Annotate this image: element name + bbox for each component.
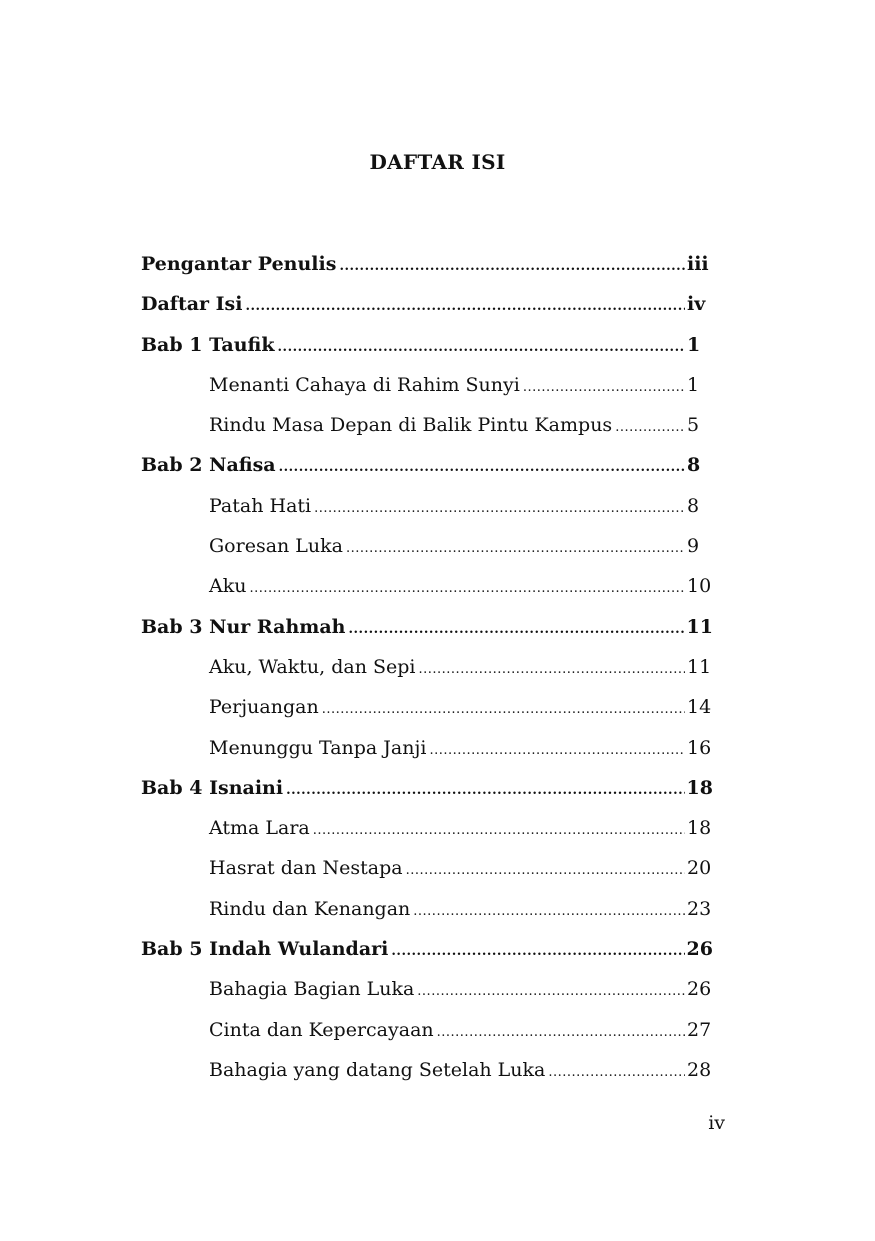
toc-entry <box>141 445 713 485</box>
toc-entry <box>141 728 713 768</box>
toc-entry-title: Cinta dan Kepercayaan <box>209 1018 434 1041</box>
dot-leader <box>346 529 685 569</box>
toc-entry-page: 11 <box>686 615 713 638</box>
dot-leader <box>417 972 685 1012</box>
dot-leader <box>313 811 685 851</box>
toc-entry <box>141 325 713 365</box>
toc-entry-title: Rindu Masa Depan di Balik Pintu Kampus <box>209 414 613 437</box>
toc-entry <box>141 244 713 284</box>
dot-leader <box>286 771 684 811</box>
toc-entry-page: 11 <box>687 655 712 678</box>
dot-leader <box>314 489 685 529</box>
toc-entry-title: Bab 4 Isnaini <box>141 776 284 799</box>
dot-leader <box>322 690 685 730</box>
toc-entry-title: Bahagia yang datang Setelah Luka <box>209 1058 546 1081</box>
toc-entry-page: 16 <box>687 736 712 759</box>
toc-entry-title: Patah Hati <box>209 494 312 517</box>
toc-entry-page: 14 <box>687 696 712 719</box>
dot-leader <box>615 408 685 448</box>
toc-entry <box>141 486 713 526</box>
toc-entry-title: Perjuangan <box>209 696 319 719</box>
toc-entry-title: Rindu dan Kenangan <box>209 897 411 920</box>
dot-leader <box>419 650 686 690</box>
toc-entry-title: Aku, Waktu, dan Sepi <box>209 655 416 678</box>
toc-entry <box>141 687 713 727</box>
toc-entry-page: 27 <box>687 1018 712 1041</box>
toc-entry-page: 8 <box>687 454 701 477</box>
toc-entry-page: 26 <box>686 938 713 961</box>
toc-entry <box>141 647 713 687</box>
toc-entry-page: iv <box>687 293 706 316</box>
toc-entry <box>141 969 713 1009</box>
toc-entry-page: 26 <box>687 978 712 1001</box>
page-title: DAFTAR ISI <box>369 150 506 174</box>
toc-entry-title: Bahagia Bagian Luka <box>209 978 415 1001</box>
toc-entry <box>141 365 713 405</box>
dot-leader <box>548 1053 685 1093</box>
toc-entry <box>141 405 713 445</box>
toc-entry-page: 5 <box>687 414 700 437</box>
toc-entry-page: 20 <box>687 857 712 880</box>
toc-entry <box>141 607 713 647</box>
dot-leader <box>406 851 685 891</box>
toc-entry-page: 1 <box>687 333 701 356</box>
toc-entry-title: Pengantar Penulis <box>141 253 337 275</box>
toc-entry-page: 23 <box>687 897 712 920</box>
toc-entry-title: Menunggu Tanpa Janji <box>209 736 427 759</box>
toc-entry-page: 9 <box>687 535 700 558</box>
toc-entry <box>141 768 713 808</box>
dot-leader <box>249 569 685 609</box>
toc-entry-title: Menanti Cahaya di Rahim Sunyi <box>209 373 520 396</box>
toc-entry <box>141 929 713 969</box>
toc-entry-page: 18 <box>686 776 713 799</box>
toc-entry-title: Bab 5 Indah Wulandari <box>141 938 389 961</box>
toc-entry-title: Hasrat dan Nestapa <box>209 857 403 880</box>
dot-leader <box>349 610 685 650</box>
page-number: iv <box>708 1112 725 1134</box>
toc-entry-page: 18 <box>687 817 712 840</box>
toc-entry <box>141 848 713 888</box>
dot-leader <box>429 731 685 771</box>
table-of-contents <box>141 244 713 1090</box>
toc-entry <box>141 526 713 566</box>
toc-entry-page: 28 <box>687 1058 712 1081</box>
dot-leader <box>413 892 685 932</box>
toc-entry-title: Goresan Luka <box>209 535 343 558</box>
dot-leader <box>279 448 685 488</box>
toc-entry-title: Bab 1 Taufik <box>141 333 275 356</box>
toc-entry <box>141 1010 713 1050</box>
toc-entry-title: Bab 2 Nafisa <box>141 454 276 477</box>
toc-entry <box>141 808 713 848</box>
toc-entry-title: Atma Lara <box>209 817 310 840</box>
toc-entry-page: iii <box>687 253 709 275</box>
dot-leader <box>278 328 685 368</box>
toc-entry-title: Aku <box>209 575 247 598</box>
dot-leader <box>339 247 685 287</box>
dot-leader <box>391 932 684 972</box>
toc-entry <box>141 1050 713 1090</box>
dot-leader <box>245 287 685 327</box>
toc-entry <box>141 566 713 606</box>
toc-entry <box>141 284 713 324</box>
toc-entry <box>141 889 713 929</box>
dot-leader <box>523 368 685 408</box>
dot-leader <box>437 1013 685 1053</box>
toc-entry-title: Daftar Isi <box>141 293 243 316</box>
toc-entry-title: Bab 3 Nur Rahmah <box>141 615 346 638</box>
toc-entry-page: 1 <box>687 373 700 396</box>
toc-entry-page: 10 <box>687 575 712 598</box>
toc-entry-page: 8 <box>687 494 700 517</box>
